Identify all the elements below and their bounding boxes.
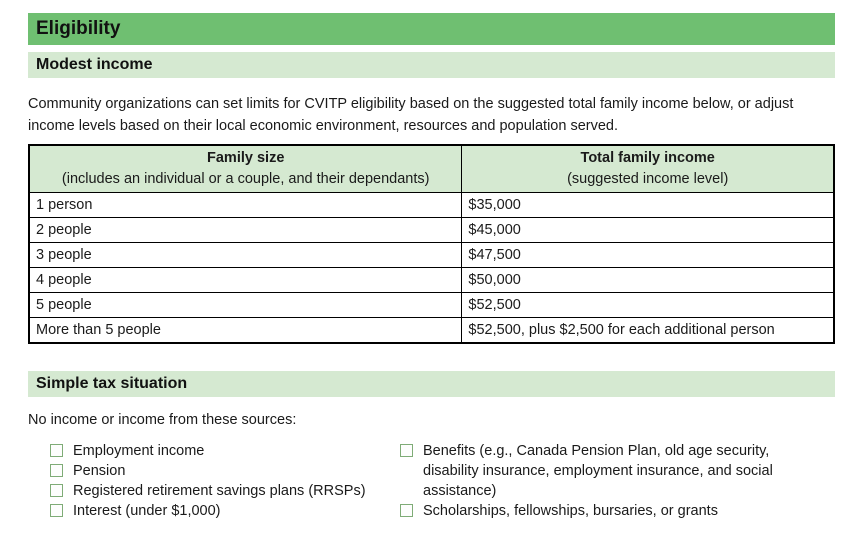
family-size-cell: 1 person (29, 193, 462, 218)
table-row (29, 293, 834, 318)
family-size-column-header (29, 145, 462, 193)
subsection-heading-modest-income-label: Modest income (36, 56, 153, 73)
checkbox-scholarships[interactable] (400, 504, 413, 517)
checkbox-label: Interest (under $1,000) (73, 502, 221, 519)
checkbox-label: Pension (73, 462, 126, 479)
total-income-column-header (462, 145, 834, 193)
subsection-heading-modest-income (28, 52, 835, 78)
checkbox-label: Registered retirement savings plans (RRSPs) (73, 482, 366, 499)
family-size-header-title: Family size (207, 150, 285, 166)
list-item (50, 441, 400, 461)
table-row (29, 193, 834, 218)
income-cell: $45,000 (462, 218, 834, 243)
checkbox-pension[interactable] (50, 464, 63, 477)
list-item (400, 501, 812, 521)
checkbox-label: Benefits (e.g., Canada Pension Plan, old age security, disability insurance, employment insurance, and social assistance) (423, 442, 773, 499)
checkbox-interest[interactable] (50, 504, 63, 517)
family-size-cell: 4 people (29, 268, 462, 293)
family-size-cell: 5 people (29, 293, 462, 318)
table-row (29, 268, 834, 293)
section-heading-eligibility (28, 13, 835, 45)
modest-income-intro-paragraph: Community organizations can set limits for CVITP eligibility based on the suggested total family income below, or adjust income levels based on their local economic environment, resources and population served. (28, 96, 794, 134)
total-income-header-subtitle: (suggested income level) (567, 171, 729, 187)
checklist-right-column (400, 441, 812, 521)
income-sources-checklist (28, 441, 835, 521)
family-size-cell: More than 5 people (29, 318, 462, 343)
list-item (400, 441, 812, 501)
income-cell: $52,500, plus $2,500 for each additional person (462, 318, 834, 343)
table-row (29, 243, 834, 268)
subsection-heading-simple-tax-situation (28, 371, 835, 397)
section-heading-eligibility-label: Eligibility (36, 18, 121, 39)
family-size-header-subtitle: (includes an individual or a couple, and their dependants) (61, 171, 430, 187)
subsection-heading-simple-tax-label: Simple tax situation (36, 374, 188, 392)
total-income-header-title: Total family income (580, 150, 715, 166)
family-size-cell: 2 people (29, 218, 462, 243)
checkbox-rrsps[interactable] (50, 484, 63, 497)
checkbox-label: Scholarships, fellowships, bursaries, or grants (423, 502, 718, 519)
simple-tax-intro-line: No income or income from these sources: (28, 411, 297, 428)
list-item (50, 461, 400, 481)
list-item (50, 481, 400, 501)
family-size-cell: 3 people (29, 243, 462, 268)
income-cell: $50,000 (462, 268, 834, 293)
income-cell: $35,000 (462, 193, 834, 218)
table-row (29, 318, 834, 343)
list-item (50, 501, 400, 521)
income-cell: $47,500 (462, 243, 834, 268)
table-header-row (29, 145, 834, 193)
checklist-left-column (50, 441, 400, 521)
income-cell: $52,500 (462, 293, 834, 318)
checkbox-benefits[interactable] (400, 444, 413, 457)
table-row (29, 218, 834, 243)
income-limits-table (28, 144, 835, 344)
checkbox-employment-income[interactable] (50, 444, 63, 457)
checkbox-label: Employment income (73, 442, 205, 459)
